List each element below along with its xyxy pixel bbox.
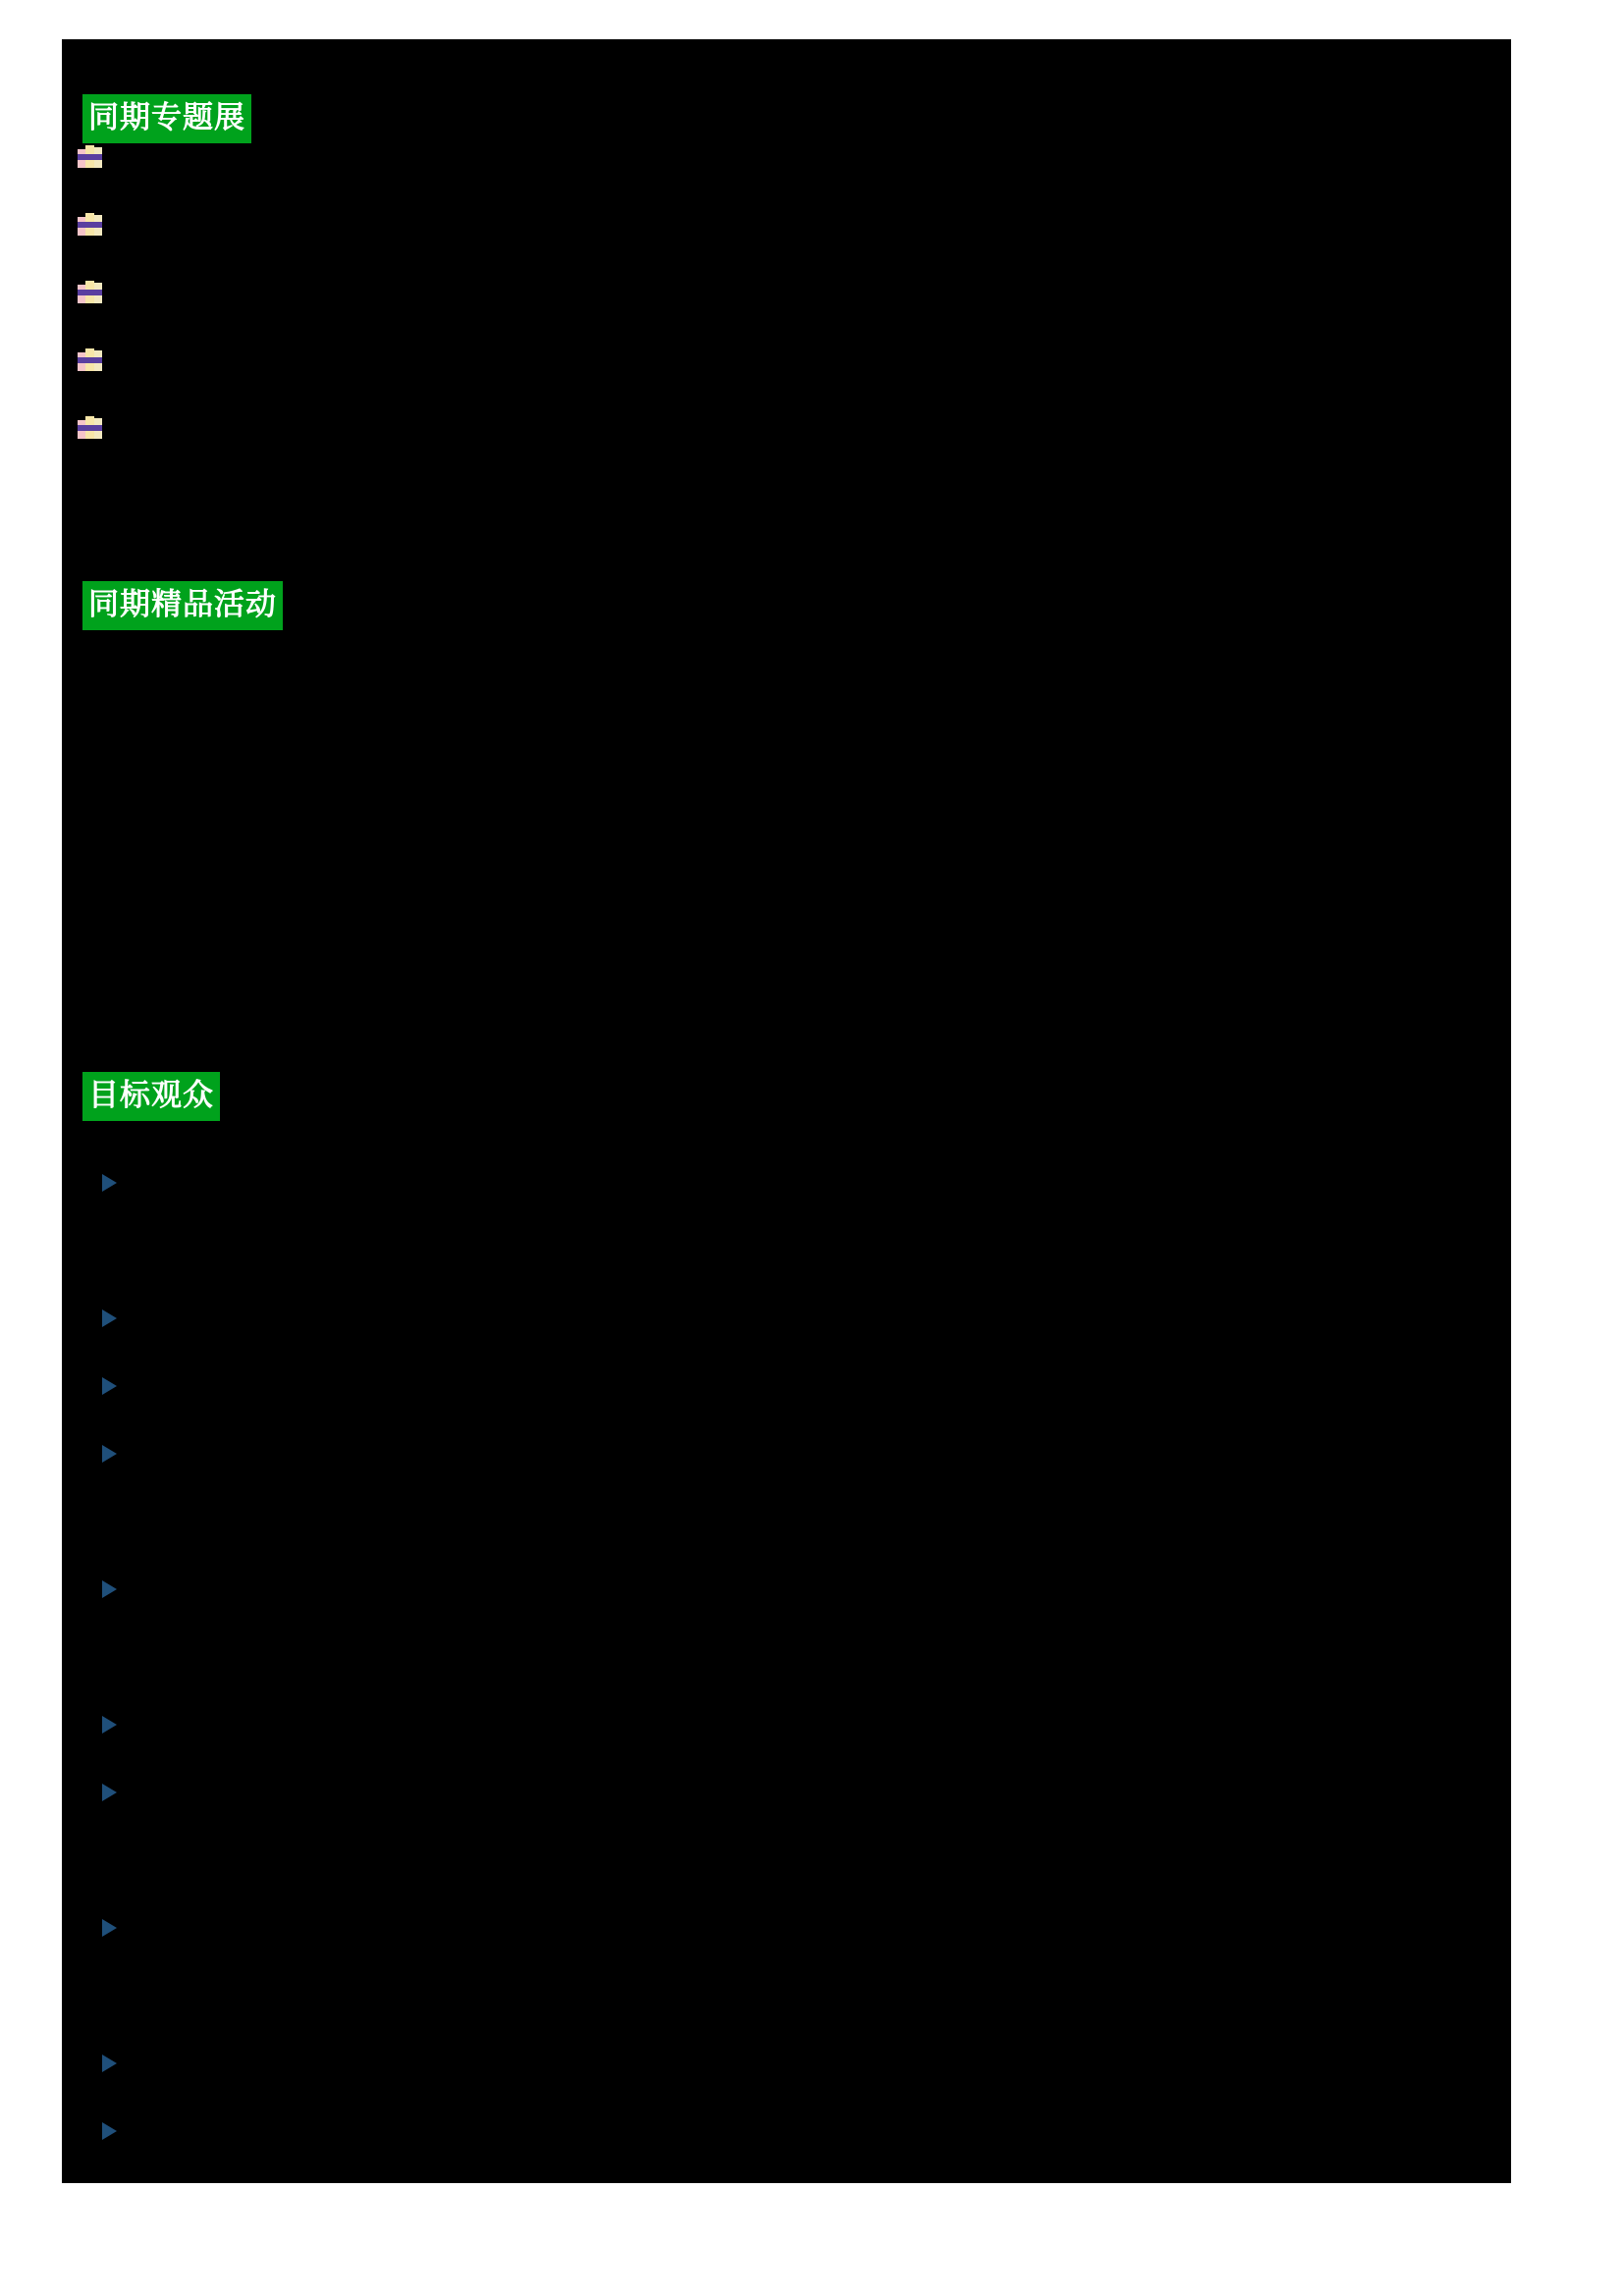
triangle-arrow-icon — [102, 1716, 117, 1734]
book-icon — [78, 281, 103, 304]
section-heading-target-audience: 目标观众 — [82, 1072, 220, 1121]
content-panel — [62, 39, 1511, 2183]
triangle-arrow-icon — [102, 2055, 117, 2072]
book-icon — [78, 416, 103, 440]
triangle-arrow-icon — [102, 1309, 117, 1327]
section-heading-concurrent-activities: 同期精品活动 — [82, 581, 283, 630]
book-icon — [78, 213, 103, 237]
triangle-arrow-icon — [102, 1445, 117, 1463]
triangle-arrow-icon — [102, 1174, 117, 1192]
triangle-arrow-icon — [102, 1377, 117, 1395]
section-heading-concurrent-exhibits: 同期专题展 — [82, 94, 251, 143]
book-icon — [78, 348, 103, 372]
triangle-arrow-icon — [102, 1919, 117, 1937]
book-icon — [78, 145, 103, 169]
triangle-arrow-icon — [102, 1784, 117, 1801]
triangle-arrow-icon — [102, 2122, 117, 2140]
triangle-arrow-icon — [102, 1580, 117, 1598]
